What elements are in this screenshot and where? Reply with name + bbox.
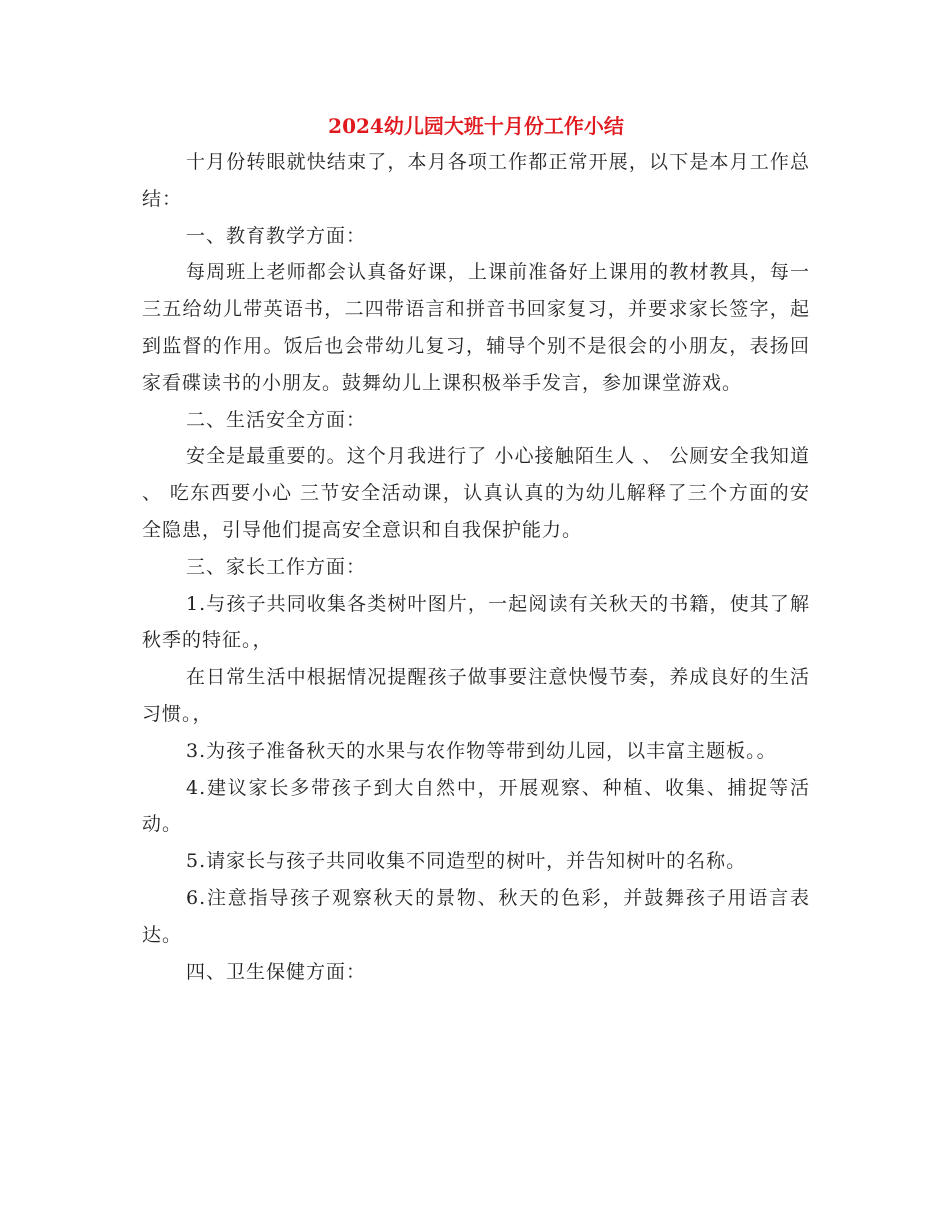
- list-item-parents-1: 1.与孩子共同收集各类树叶图片，一起阅读有关秋天的书籍，使其了解秋季的特征。，: [142, 592, 810, 652]
- list-item-parents-4: 4.建议家长多带孩子到大自然中，开展观察、种植、收集、捕捉等活动。: [142, 776, 810, 836]
- paragraph-teaching: 每周班上老师都会认真备好课，上课前准备好上课用的教材教具，每一三五给幼儿带英语书，二四带语言和拼音书回家复习，并要求家长签字，起到监督的作用。饭后也会带幼儿复习，辅导个别不是很会的小朋友，表扬回家看碟读书的小朋友。鼓舞幼儿上课积极举手发言，参加课堂游戏。: [142, 261, 810, 394]
- document-title: 2024幼儿园大班十月份工作小结: [328, 114, 624, 138]
- list-item-parents-5: 5.请家长与孩子共同收集不同造型的树叶，并告知树叶的名称。: [186, 850, 747, 873]
- section-heading-safety: 二、生活安全方面：: [186, 408, 367, 431]
- section-heading-parents: 三、家长工作方面：: [186, 555, 367, 578]
- section-heading-teaching: 一、教育教学方面：: [186, 224, 367, 247]
- document-body: [142, 108, 810, 990]
- paragraph-intro: 十月份转眼就快结束了，本月各项工作都正常开展，以下是本月工作总结：: [142, 151, 810, 210]
- paragraph-safety: 安全是最重要的。这个月我进行了 小心接触陌生人 、 公厕安全我知道 、 吃东西要小心 三节安全活动课，认真认真的为幼儿解释了三个方面的安全隐患，引导他们提高安全意识和自我保护能力。: [142, 445, 810, 541]
- list-item-parents-6: 6.注意指导孩子观察秋天的景物、秋天的色彩，并鼓舞孩子用语言表达。: [142, 886, 810, 946]
- list-item-parents-2: 在日常生活中根据情况提醒孩子做事要注意快慢节奏，养成良好的生活习惯。，: [142, 666, 810, 725]
- list-item-parents-3: 3.为孩子准备秋天的水果与农作物等带到幼儿园，以丰富主题板。。: [186, 739, 777, 762]
- section-heading-health: 四、卫生保健方面：: [186, 960, 367, 983]
